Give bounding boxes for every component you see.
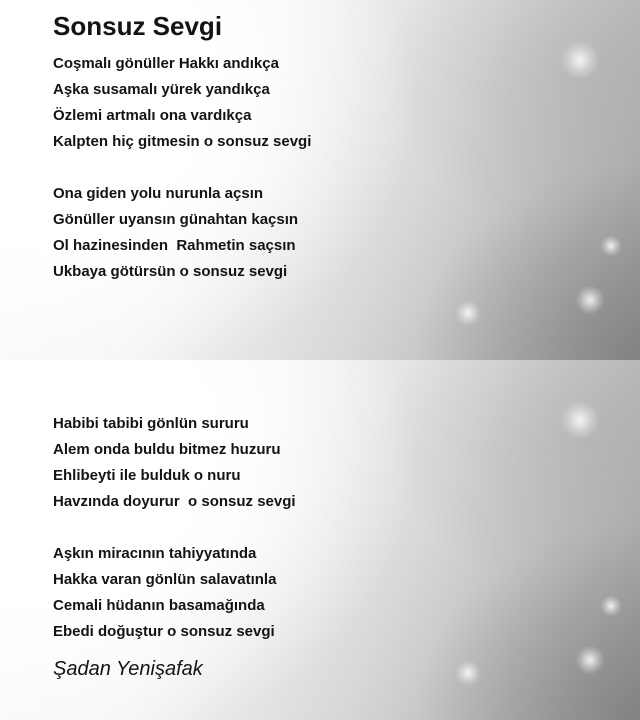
- poem-body-bottom: [53, 411, 296, 645]
- poem-line: Habibi tabibi gönlün sururu: [53, 415, 249, 432]
- poem-line: Özlemi artmalı ona vardıkça: [53, 107, 252, 124]
- bokeh-light: [600, 235, 622, 257]
- bokeh-light: [455, 660, 481, 686]
- poem-panel-bottom: [0, 360, 640, 720]
- poem-line: Kalpten hiç gitmesin o sonsuz sevgi: [53, 133, 312, 150]
- stanza-gap: [53, 515, 296, 541]
- poem-line: Aşkın miracının tahiyyatında: [53, 545, 257, 562]
- bokeh-light: [560, 400, 600, 440]
- poem-line: Havzında doyurur o sonsuz sevgi: [53, 493, 296, 510]
- poem-line: Aşka susamalı yürek yandıkça: [53, 81, 270, 98]
- poem-line: Cemali hüdanın basamağında: [53, 597, 265, 614]
- stanza-2: [53, 181, 311, 285]
- bokeh-light: [575, 645, 605, 675]
- bokeh-light: [600, 595, 622, 617]
- poem-line: Ol hazinesinden Rahmetin saçsın: [53, 237, 296, 254]
- poem-line: Alem onda buldu bitmez huzuru: [53, 441, 281, 458]
- poem-line: Gönüller uyansın günahtan kaçsın: [53, 211, 299, 228]
- poem-line: Ehlibeyti ile bulduk o nuru: [53, 467, 241, 484]
- stanza-4: [53, 541, 296, 645]
- poem-body-top: [53, 51, 311, 285]
- bokeh-light: [575, 285, 605, 315]
- bokeh-light: [455, 300, 481, 326]
- stanza-gap: [53, 155, 311, 181]
- poem-line: Ebedi doğuştur o sonsuz sevgi: [53, 623, 275, 640]
- poem-line: Coşmalı gönüller Hakkı andıkça: [53, 55, 279, 72]
- poem-author: Şadan Yenişafak: [53, 658, 203, 680]
- poem-line: Hakka varan gönlün salavatınla: [53, 571, 277, 588]
- bokeh-light: [560, 40, 600, 80]
- stanza-3: [53, 411, 296, 515]
- poem-line: Ona giden yolu nurunla açsın: [53, 185, 264, 202]
- poem-line: Ukbaya götürsün o sonsuz sevgi: [53, 263, 288, 280]
- poem-title: Sonsuz Sevgi: [53, 11, 223, 41]
- stanza-1: [53, 51, 311, 155]
